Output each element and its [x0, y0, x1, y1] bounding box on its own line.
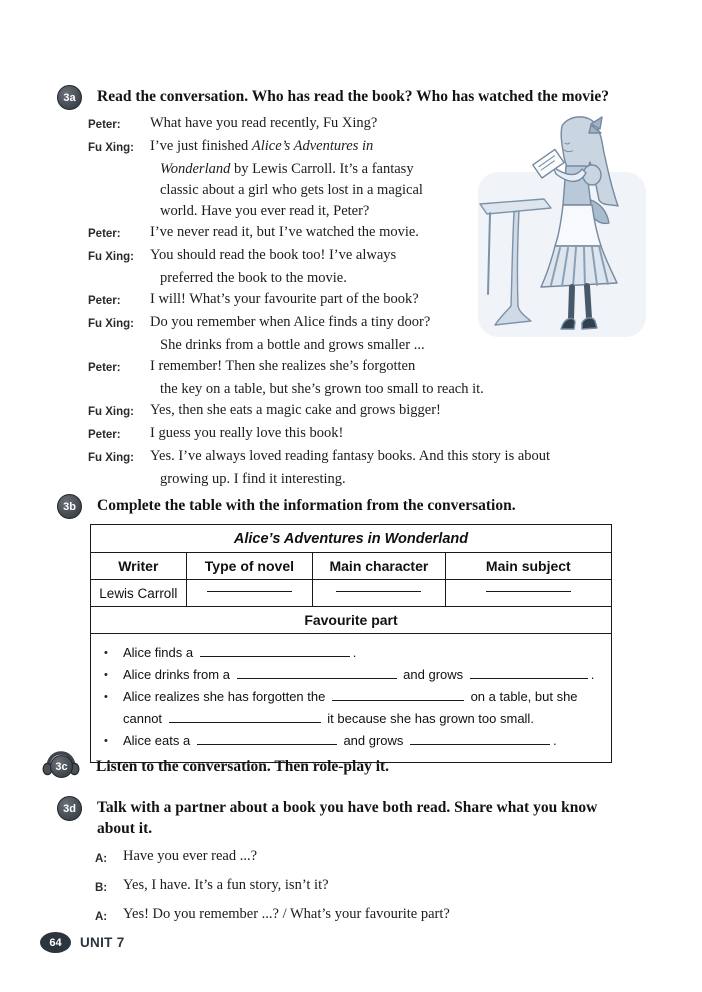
speaker-label [88, 469, 150, 490]
item-text: and grows [339, 733, 408, 748]
speaker-label: Peter: [88, 228, 121, 240]
alice-drink-me-illustration [478, 112, 663, 340]
section-3a [57, 85, 609, 110]
dialogue-line [88, 423, 663, 446]
dialogue-text-part: Alice’s Adventures in [251, 138, 374, 154]
dialogue-text-part: Wonderland [160, 161, 231, 177]
dialogue-text-part: world. Have you ever read it, Peter? [160, 203, 370, 219]
item-text: . [352, 645, 357, 660]
unit-label: UNIT 7 [80, 935, 125, 950]
table-title: Alice’s Adventures in Wonderland [233, 530, 469, 547]
dialogue-text [150, 136, 373, 159]
fill-in-blank [486, 589, 571, 592]
headphones-icon [41, 750, 81, 780]
list-item [104, 664, 601, 686]
writer-cell: Lewis Carroll [99, 585, 178, 601]
dialogue-text [150, 159, 414, 180]
dialogue-text-part: She drinks from a bottle and grows smaller ... [160, 337, 425, 353]
fill-in-blank [410, 742, 550, 745]
list-item [104, 730, 601, 752]
bullet-icon: • [104, 691, 108, 703]
speaker-label: Peter: [88, 362, 121, 374]
fill-in-blank [197, 742, 337, 745]
practice-dialogue [95, 843, 655, 930]
dialogue-line [88, 400, 663, 423]
item-text: Alice finds a [123, 645, 197, 660]
item-text: Alice eats a [123, 733, 194, 748]
section-3b-heading: Complete the table with the information from the conversation. [97, 497, 516, 514]
speaker-label [88, 268, 150, 289]
dialogue-text [150, 423, 343, 446]
dialogue-text [150, 312, 430, 335]
type-of-novel-blank [186, 580, 313, 606]
dialogue-line [88, 379, 663, 400]
dialogue-line [88, 469, 663, 490]
dialogue-text-part: Yes. I’ve always loved reading fantasy books. And this story is about [150, 448, 551, 464]
table-header-row [91, 552, 611, 579]
fill-in-blank [237, 676, 397, 679]
bullet-icon: • [104, 647, 108, 659]
speaker-label: B: [95, 882, 108, 894]
speaker-label [88, 159, 150, 180]
dialogue-text-part: What have you read recently, Fu Xing? [150, 115, 378, 131]
fill-in-blank [470, 676, 588, 679]
speaker-label: A: [95, 853, 108, 865]
list-item [104, 686, 601, 708]
item-text: . [590, 667, 595, 682]
section-3c-heading: Listen to the conversation. Then role-play it. [96, 758, 390, 775]
dialogue-text-part: I will! What’s your favourite part of the book? [150, 291, 419, 307]
item-text: cannot [123, 711, 166, 726]
dialogue-text [150, 400, 441, 423]
dialogue-text-part: growing up. I find it interesting. [160, 471, 346, 487]
dialogue-text [150, 469, 346, 490]
practice-line [95, 872, 655, 901]
table-header-cell: Writer [118, 558, 159, 574]
heading-line: Talk with a partner about a book you have both read. Share what you know [97, 799, 598, 816]
fill-in-blank [336, 589, 421, 592]
main-subject-blank [445, 580, 611, 606]
bullet-icon: • [104, 735, 108, 747]
dialogue-text [150, 289, 419, 312]
practice-line [95, 901, 655, 930]
speaker-label: Fu Xing: [88, 406, 134, 418]
section-3d-badge: 3d [57, 796, 82, 821]
dialogue-text-part: I remember! Then she realizes she’s forgotten [150, 358, 416, 374]
section-3c-badge: 3c [50, 755, 73, 778]
dialogue-text [150, 379, 484, 400]
list-item-continuation [104, 708, 601, 730]
dialogue-text-part: classic about a girl who gets lost in a magical [160, 182, 423, 198]
practice-text: Yes, I have. It’s a fun story, isn’t it? [123, 877, 329, 893]
table-header-cell: Type of novel [186, 553, 313, 579]
main-character-blank [312, 580, 444, 606]
speaker-label: A: [95, 911, 108, 923]
dialogue-text [150, 180, 423, 201]
section-3b-badge: 3b [57, 494, 82, 519]
dialogue-text [150, 446, 550, 469]
dialogue-text-part: preferred the book to the movie. [160, 270, 347, 286]
list-item [104, 642, 601, 664]
fill-in-blank [200, 654, 350, 657]
page-number-badge: 64 [40, 932, 71, 953]
speaker-label [88, 335, 150, 356]
practice-line [95, 843, 655, 872]
dialogue-text [150, 245, 396, 268]
section-3d-heading [97, 797, 597, 839]
list-item-text [123, 686, 578, 708]
speaker-label: Fu Xing: [88, 318, 134, 330]
item-text: it because she has grown too small. [323, 711, 534, 726]
speaker-label: Fu Xing: [88, 251, 134, 263]
list-item-text [123, 730, 557, 752]
dialogue-text-part: Do you remember when Alice finds a tiny door? [150, 314, 431, 330]
dialogue-text [150, 201, 369, 222]
item-text: and grows [399, 667, 467, 682]
dialogue-text-part: I guess you really love this book! [150, 425, 344, 441]
dialogue-text [150, 222, 419, 245]
fill-in-blank [169, 720, 321, 723]
heading-line: about it. [97, 820, 153, 837]
speaker-label: Peter: [88, 429, 121, 441]
dialogue-text-part: You should read the book too! I’ve always [150, 247, 397, 263]
dialogue-text-part: I’ve never read it, but I’ve watched the movie. [150, 224, 419, 240]
dialogue-text-part: by Lewis Carroll. It’s a fantasy [230, 161, 414, 177]
item-text: on a table, but she [466, 689, 578, 704]
list-item-text [123, 664, 594, 686]
dialogue-text-part: the key on a table, but she’s grown too small to reach it. [160, 381, 484, 397]
table-data-row [91, 579, 611, 606]
section-3b [57, 494, 516, 519]
section-3c [49, 750, 389, 780]
speaker-label [88, 379, 150, 400]
item-text: Alice realizes she has forgotten the [123, 689, 329, 704]
dialogue-text [150, 335, 425, 356]
table-header-cell: Main subject [445, 553, 611, 579]
speaker-label: Fu Xing: [88, 142, 134, 154]
favourite-part-header: Favourite part [91, 606, 611, 633]
item-text: . [553, 733, 557, 748]
table-header-cell: Main character [312, 553, 444, 579]
dialogue-text-part: I’ve just finished [150, 138, 252, 154]
book-info-table [90, 524, 612, 763]
practice-text: Have you ever read ...? [123, 848, 258, 864]
dialogue-line [88, 356, 663, 379]
list-item-text [123, 642, 356, 664]
fill-in-blank [332, 698, 464, 701]
speaker-label: Peter: [88, 119, 121, 131]
dialogue-text [150, 113, 377, 136]
dialogue-text [150, 356, 415, 379]
item-text: Alice drinks from a [123, 667, 234, 682]
speaker-label [88, 201, 150, 222]
favourite-part-list [91, 633, 611, 762]
page-footer [40, 932, 125, 953]
dialogue-text-part: Yes, then she eats a magic cake and grows bigger! [150, 402, 441, 418]
speaker-label: Peter: [88, 295, 121, 307]
speaker-label [88, 180, 150, 201]
bullet-icon: • [104, 669, 108, 681]
dialogue-line [88, 446, 663, 469]
section-3d [57, 796, 597, 839]
section-3a-heading: Read the conversation. Who has read the book? Who has watched the movie? [97, 88, 609, 105]
practice-text: Yes! Do you remember ...? / What’s your favourite part? [123, 906, 450, 922]
section-3a-badge: 3a [57, 85, 82, 110]
dialogue-text [150, 268, 347, 289]
speaker-label: Fu Xing: [88, 452, 134, 464]
fill-in-blank [207, 589, 292, 592]
